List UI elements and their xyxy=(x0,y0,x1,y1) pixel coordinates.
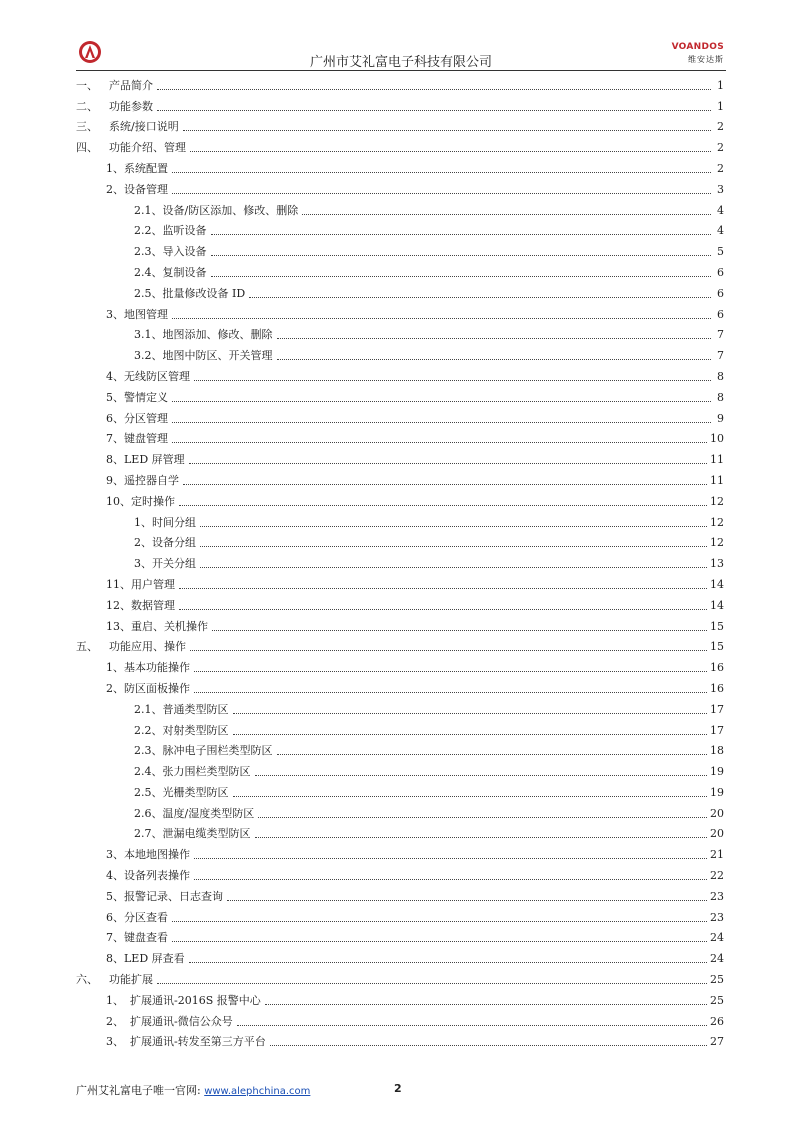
toc-entry-page: 6 xyxy=(717,307,724,321)
toc-entry-title: 功能扩展 xyxy=(109,973,153,987)
toc-entry-title: 4、无线防区管理 xyxy=(106,369,190,383)
toc-entry-title: 7、键盘管理 xyxy=(106,432,168,446)
toc-entry[interactable] xyxy=(76,592,724,613)
toc-entry-title: 13、重启、关机操作 xyxy=(106,619,208,633)
toc-leader-dots xyxy=(190,151,711,152)
toc-entry-title: 2、防区面板操作 xyxy=(106,681,190,695)
toc-leader-dots xyxy=(265,1004,707,1005)
toc-leader-dots xyxy=(157,983,707,984)
toc-entry-page: 12 xyxy=(710,494,724,508)
toc-entry-title: 3、地图管理 xyxy=(106,307,168,321)
toc-entry[interactable] xyxy=(76,841,724,862)
toc-entry-number: 四、 xyxy=(76,141,98,155)
toc-entry-title: 2.3、导入设备 xyxy=(134,245,207,259)
toc-leader-dots xyxy=(270,1045,707,1046)
toc-entry[interactable] xyxy=(76,925,724,946)
toc-entry[interactable] xyxy=(76,384,724,405)
toc-entry-page: 17 xyxy=(710,702,724,716)
toc-leader-dots xyxy=(179,588,707,589)
toc-leader-dots xyxy=(277,359,712,360)
toc-entry[interactable] xyxy=(76,342,724,363)
toc-entry-number: 2、 xyxy=(106,1014,124,1028)
toc-entry-title: 8、LED 屏管理 xyxy=(106,453,185,467)
toc-entry-page: 6 xyxy=(717,286,724,300)
toc-entry[interactable] xyxy=(76,93,724,114)
toc-entry[interactable] xyxy=(76,738,724,759)
toc-entry-title: 10、定时操作 xyxy=(106,494,175,508)
footer-text: 广州艾礼富电子唯一官网: xyxy=(76,1084,205,1097)
toc-entry-title: 8、LED 屏查看 xyxy=(106,952,185,966)
toc-entry-title: 产品简介 xyxy=(109,78,153,92)
toc-entry[interactable] xyxy=(76,155,724,176)
toc-entry-page: 8 xyxy=(717,369,724,383)
toc-entry-page: 25 xyxy=(710,973,724,987)
toc-entry[interactable] xyxy=(76,654,724,675)
toc-entry[interactable] xyxy=(76,779,724,800)
toc-entry[interactable] xyxy=(76,134,724,155)
toc-entry[interactable] xyxy=(76,509,724,530)
toc-entry-title: 2.1、普通类型防区 xyxy=(134,702,229,716)
toc-entry-page: 15 xyxy=(710,619,724,633)
toc-leader-dots xyxy=(190,650,707,651)
brand-logo xyxy=(672,42,724,65)
page-number: 2 xyxy=(394,1082,402,1095)
toc-leader-dots xyxy=(211,255,712,256)
toc-entry-title: 扩展通讯-微信公众号 xyxy=(130,1014,233,1028)
toc-entry[interactable] xyxy=(76,634,724,655)
company-name: 广州市艾礼富电子科技有限公司 xyxy=(309,55,492,70)
page-header xyxy=(76,38,726,71)
toc-leader-dots xyxy=(183,130,711,131)
toc-entry-page: 8 xyxy=(717,390,724,404)
toc-entry-page: 7 xyxy=(717,349,724,363)
toc-entry[interactable] xyxy=(76,717,724,738)
toc-entry[interactable] xyxy=(76,72,724,93)
toc-entry-number: 六、 xyxy=(76,973,98,987)
toc-leader-dots xyxy=(194,671,707,672)
toc-entry-title: 5、警情定义 xyxy=(106,390,168,404)
toc-entry[interactable] xyxy=(76,987,724,1008)
toc-entry-number: 三、 xyxy=(76,120,98,134)
toc-leader-dots xyxy=(157,110,711,111)
toc-entry[interactable] xyxy=(76,280,724,301)
toc-entry-page: 10 xyxy=(710,432,724,446)
toc-entry-title: 2.4、复制设备 xyxy=(134,265,207,279)
toc-entry-page: 21 xyxy=(710,848,724,862)
toc-entry-number: 二、 xyxy=(76,99,98,113)
toc-entry-title: 3.2、地图中防区、开关管理 xyxy=(134,349,273,363)
toc-entry-page: 12 xyxy=(710,536,724,550)
toc-entry-title: 功能参数 xyxy=(109,99,153,113)
toc-leader-dots xyxy=(172,941,707,942)
toc-leader-dots xyxy=(179,609,707,610)
toc-entry-title: 1、系统配置 xyxy=(106,161,168,175)
toc-leader-dots xyxy=(255,775,708,776)
toc-leader-dots xyxy=(255,837,708,838)
toc-leader-dots xyxy=(194,858,707,859)
toc-entry-page: 24 xyxy=(710,931,724,945)
toc-entry-title: 3、开关分组 xyxy=(134,557,196,571)
toc-entry-title: 1、基本功能操作 xyxy=(106,661,190,675)
toc-entry-page: 9 xyxy=(717,411,724,425)
toc-entry-page: 17 xyxy=(710,723,724,737)
toc-entry-page: 14 xyxy=(710,598,724,612)
toc-leader-dots xyxy=(233,796,708,797)
toc-leader-dots xyxy=(233,734,708,735)
toc-leader-dots xyxy=(200,546,707,547)
toc-entry-page: 25 xyxy=(710,993,724,1007)
toc-entry-page: 23 xyxy=(710,889,724,903)
toc-entry[interactable] xyxy=(76,488,724,509)
toc-entry-page: 11 xyxy=(710,473,724,487)
toc-entry[interactable] xyxy=(76,613,724,634)
toc-leader-dots xyxy=(211,276,712,277)
toc-entry[interactable] xyxy=(76,1029,724,1050)
toc-entry-page: 19 xyxy=(710,765,724,779)
toc-entry[interactable] xyxy=(76,426,724,447)
toc-entry[interactable] xyxy=(76,966,724,987)
toc-entry-page: 4 xyxy=(717,203,724,217)
toc-leader-dots xyxy=(233,713,708,714)
toc-entry-title: 2.2、监听设备 xyxy=(134,224,207,238)
toc-entry-page: 13 xyxy=(710,557,724,571)
toc-entry-title: 2.5、光栅类型防区 xyxy=(134,785,229,799)
toc-leader-dots xyxy=(227,900,707,901)
toc-entry-title: 2.5、批量修改设备 ID xyxy=(134,286,246,300)
toc-entry[interactable] xyxy=(76,259,724,280)
toc-entry[interactable] xyxy=(76,405,724,426)
toc-entry-title: 4、设备列表操作 xyxy=(106,869,190,883)
toc-entry[interactable] xyxy=(76,675,724,696)
toc-leader-dots xyxy=(277,754,708,755)
toc-entry[interactable] xyxy=(76,530,724,551)
toc-entry-page: 20 xyxy=(710,827,724,841)
toc-leader-dots xyxy=(183,484,707,485)
toc-entry-page: 2 xyxy=(717,141,724,155)
toc-entry-page: 7 xyxy=(717,328,724,342)
page-footer xyxy=(76,1082,310,1098)
toc-leader-dots xyxy=(200,526,707,527)
toc-entry-title: 2.2、对射类型防区 xyxy=(134,723,229,737)
toc-leader-dots xyxy=(189,962,707,963)
toc-leader-dots xyxy=(172,172,711,173)
toc-entry[interactable] xyxy=(76,550,724,571)
toc-entry-title: 2.4、张力围栏类型防区 xyxy=(134,765,251,779)
toc-entry-title: 功能介绍、管理 xyxy=(109,141,186,155)
toc-leader-dots xyxy=(258,817,707,818)
toc-entry-number: 五、 xyxy=(76,640,98,654)
toc-entry-title: 2、设备管理 xyxy=(106,182,168,196)
toc-entry-title: 2.7、泄漏电缆类型防区 xyxy=(134,827,251,841)
toc-entry-page: 2 xyxy=(717,161,724,175)
toc-entry-title: 2.1、设备/防区添加、修改、删除 xyxy=(134,203,299,217)
toc-entry[interactable] xyxy=(76,1008,724,1029)
toc-leader-dots xyxy=(200,567,707,568)
toc-entry-page: 27 xyxy=(710,1035,724,1049)
toc-entry-number: 一、 xyxy=(76,78,98,92)
toc-leader-dots xyxy=(172,442,707,443)
toc-entry-title: 3.1、地图添加、修改、删除 xyxy=(134,328,273,342)
toc-entry[interactable] xyxy=(76,821,724,842)
toc-entry-title: 3、本地地图操作 xyxy=(106,848,190,862)
toc-leader-dots xyxy=(172,193,711,194)
toc-entry-page: 5 xyxy=(717,245,724,259)
toc-entry-page: 12 xyxy=(710,515,724,529)
toc-entry-title: 12、数据管理 xyxy=(106,598,175,612)
toc-entry-page: 23 xyxy=(710,910,724,924)
toc-entry-page: 1 xyxy=(717,78,724,92)
brand-name-cn: 维安达斯 xyxy=(688,55,724,64)
toc-leader-dots xyxy=(194,380,711,381)
toc-entry-number: 3、 xyxy=(106,1035,124,1049)
toc-entry-page: 19 xyxy=(710,785,724,799)
toc-entry[interactable] xyxy=(76,945,724,966)
brand-name-en: VOANDOS xyxy=(671,42,724,52)
toc-entry-page: 3 xyxy=(717,182,724,196)
toc-entry-title: 扩展通讯-2016S 报警中心 xyxy=(130,993,261,1007)
toc-entry-page: 15 xyxy=(710,640,724,654)
toc-entry-page: 18 xyxy=(710,744,724,758)
toc-entry-page: 26 xyxy=(710,1014,724,1028)
toc-entry-title: 9、遥控器自学 xyxy=(106,473,179,487)
toc-entry-title: 5、报警记录、日志查询 xyxy=(106,889,223,903)
toc-leader-dots xyxy=(302,214,711,215)
toc-entry-page: 1 xyxy=(717,99,724,113)
toc-entry-number: 1、 xyxy=(106,993,124,1007)
toc-entry-title: 系统/接口说明 xyxy=(109,120,179,134)
website-link[interactable]: www.alephchina.com xyxy=(204,1086,311,1097)
toc-entry-title: 7、键盘查看 xyxy=(106,931,168,945)
toc-entry-title: 1、时间分组 xyxy=(134,515,196,529)
toc-leader-dots xyxy=(194,879,707,880)
toc-entry[interactable] xyxy=(76,904,724,925)
toc-leader-dots xyxy=(211,234,712,235)
toc-entry-page: 4 xyxy=(717,224,724,238)
toc-entry[interactable] xyxy=(76,114,724,135)
toc-entry-page: 20 xyxy=(710,806,724,820)
toc-entry-title: 11、用户管理 xyxy=(106,577,175,591)
toc-leader-dots xyxy=(157,89,711,90)
table-of-contents xyxy=(76,72,724,1049)
toc-leader-dots xyxy=(172,921,707,922)
toc-leader-dots xyxy=(212,630,707,631)
toc-entry[interactable] xyxy=(76,883,724,904)
toc-leader-dots xyxy=(172,422,711,423)
toc-leader-dots xyxy=(172,318,711,319)
toc-entry-title: 功能应用、操作 xyxy=(109,640,186,654)
toc-entry-title: 2、设备分组 xyxy=(134,536,196,550)
toc-entry[interactable] xyxy=(76,301,724,322)
toc-entry[interactable] xyxy=(76,758,724,779)
toc-entry[interactable] xyxy=(76,800,724,821)
toc-entry-title: 6、分区查看 xyxy=(106,910,168,924)
toc-entry-title: 2.6、温度/湿度类型防区 xyxy=(134,806,255,820)
toc-leader-dots xyxy=(179,505,707,506)
toc-leader-dots xyxy=(194,692,707,693)
toc-entry-page: 14 xyxy=(710,577,724,591)
toc-leader-dots xyxy=(277,338,712,339)
toc-entry[interactable] xyxy=(76,322,724,343)
toc-entry-title: 6、分区管理 xyxy=(106,411,168,425)
toc-entry-page: 16 xyxy=(710,661,724,675)
toc-entry[interactable] xyxy=(76,218,724,239)
toc-entry[interactable] xyxy=(76,176,724,197)
toc-entry[interactable] xyxy=(76,197,724,218)
toc-leader-dots xyxy=(189,463,707,464)
toc-entry-title: 2.3、脉冲电子围栏类型防区 xyxy=(134,744,273,758)
toc-entry[interactable] xyxy=(76,446,724,467)
toc-entry[interactable] xyxy=(76,238,724,259)
toc-leader-dots xyxy=(249,297,711,298)
toc-entry-page: 24 xyxy=(710,952,724,966)
toc-entry[interactable] xyxy=(76,571,724,592)
toc-entry-page: 2 xyxy=(717,120,724,134)
toc-entry-page: 22 xyxy=(710,869,724,883)
toc-entry-page: 6 xyxy=(717,265,724,279)
toc-entry[interactable] xyxy=(76,862,724,883)
toc-entry[interactable] xyxy=(76,363,724,384)
toc-leader-dots xyxy=(172,401,711,402)
toc-entry-page: 16 xyxy=(710,681,724,695)
toc-entry-page: 11 xyxy=(710,453,724,467)
toc-entry-title: 扩展通讯-转发至第三方平台 xyxy=(130,1035,266,1049)
toc-leader-dots xyxy=(237,1025,707,1026)
toc-entry[interactable] xyxy=(76,696,724,717)
toc-entry[interactable] xyxy=(76,467,724,488)
